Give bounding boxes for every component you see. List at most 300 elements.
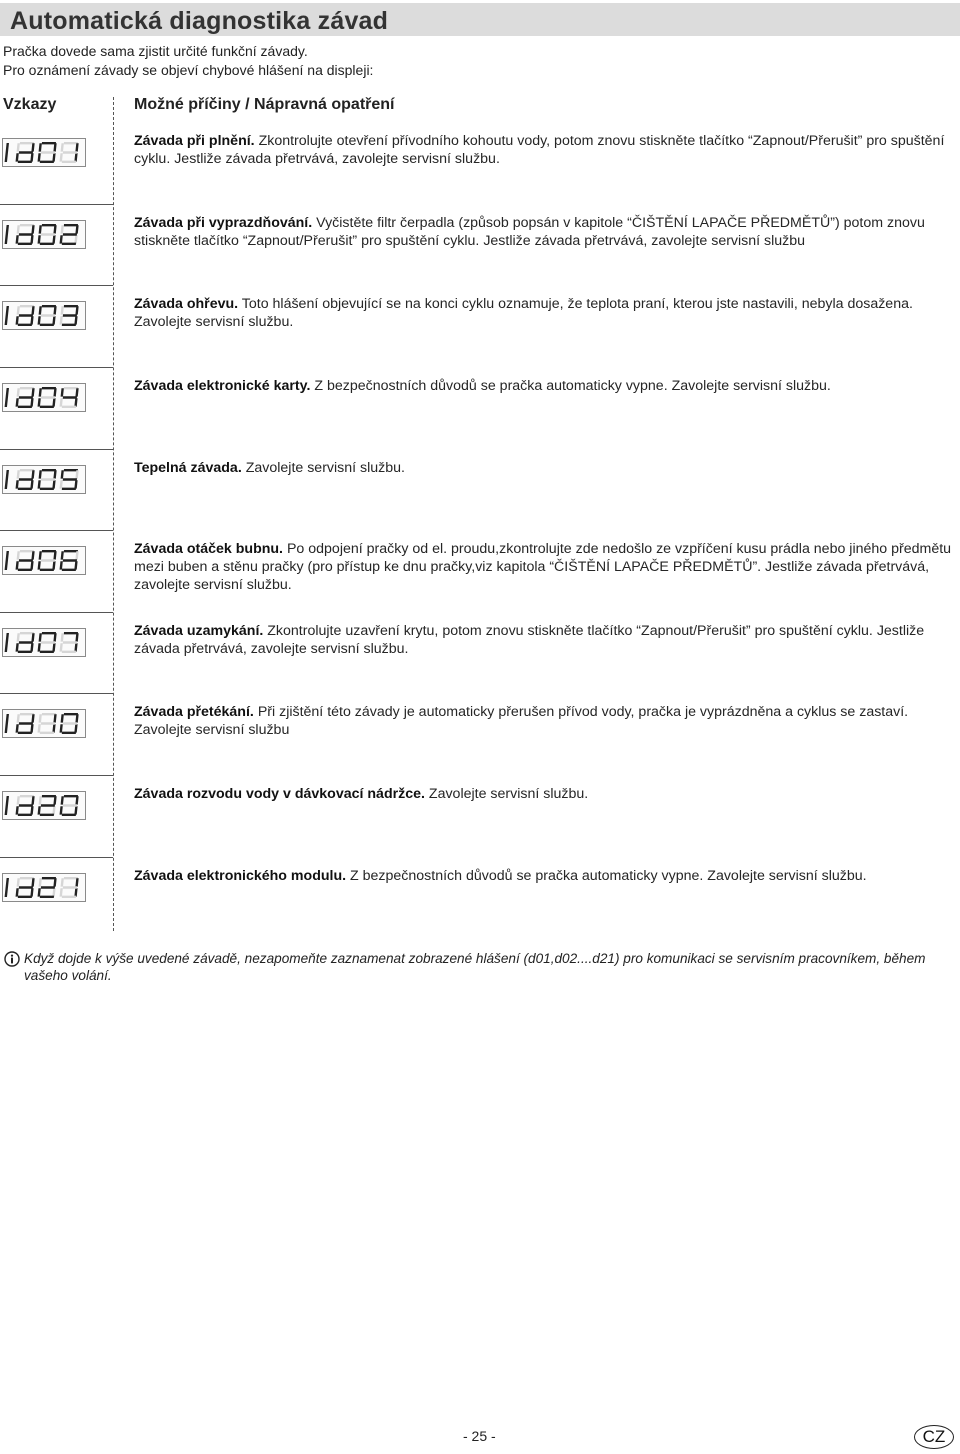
lcd-segment [38,316,41,324]
lcd-segment [16,316,19,324]
lcd-segment [52,724,55,732]
lcd-segment [30,561,33,569]
error-code-display [2,465,86,494]
fault-remedy: Zavolejte servisní službu. [424,786,589,802]
lcd-lead-segment [5,878,9,897]
lcd-lead-segment [5,143,9,162]
lcd-segment [62,732,76,734]
lcd-segment [17,878,20,886]
lcd-segment [53,225,56,233]
lcd-segment [63,478,77,480]
lcd-segment [63,804,77,806]
error-code-display [2,383,86,412]
lcd-segment [52,561,55,569]
lcd-segment [52,316,55,324]
lcd-segment [18,161,32,163]
error-code-display [2,709,86,738]
error-code-display [2,546,86,575]
lcd-digit [37,224,56,245]
lcd-segment [19,151,33,153]
lcd-segment [19,314,33,316]
lcd-segment [41,559,55,561]
row-separator [0,530,113,531]
lcd-segment [17,714,20,722]
lcd-segment [30,806,33,814]
error-code-display [2,628,86,657]
lcd-display-graphic [3,629,85,656]
lcd-segment [75,878,78,886]
fault-name: Tepelná závada. [134,460,242,476]
lcd-segment [60,561,63,569]
row-separator [0,449,113,450]
lcd-segment [52,643,55,651]
lcd-segment [60,724,63,732]
lcd-segment [31,143,34,151]
lcd-segment [62,569,76,571]
lcd-segment [53,143,56,151]
fault-remedy: Toto hlášení objevující se na konci cyklu oznamuje, že teplota praní, kterou jste nastavili, nebyla dosažena. Zavolejte servisní službu. [134,296,913,330]
lcd-segment [42,387,56,389]
lcd-segment [63,151,77,153]
lcd-segment [52,153,55,161]
row-separator [0,693,113,694]
lcd-segment [18,814,32,816]
lcd-segment [62,651,76,653]
lcd-segment [53,470,56,478]
lcd-digit [15,305,34,326]
lcd-segment [61,388,64,396]
lcd-segment [18,896,32,898]
lcd-display-graphic [3,139,85,166]
fault-description [134,295,960,331]
lcd-segment [40,324,54,326]
fault-remedy: Po odpojení pračky od el. proudu,zkontrolujte zde nedošlo ze vzpříčení kusu prádla nebo jiného předmětu mezi buben a stěnu pračky (pro přístup ke dnu pračky,viz kapitola “ČIŠTĚNÍ LAPAČE PŘEDMĚTŮ”. Jestliže závada přetrvává, zavolejte servisní službu. [134,541,952,593]
lcd-segment [31,470,34,478]
lcd-segment [39,551,42,559]
lcd-digit [15,142,34,163]
lcd-segment [40,488,54,490]
lcd-segment [75,143,78,151]
lcd-segment [61,143,64,151]
lcd-segment [19,559,33,561]
lcd-segment [41,151,55,153]
fault-description [134,540,960,594]
lcd-digit [37,305,56,326]
lcd-segment [74,724,77,732]
lcd-digit [15,224,34,245]
lcd-lead-segment [5,306,9,325]
title-bar [0,3,960,36]
error-code-display [2,220,86,249]
lcd-segment [39,470,42,478]
lcd-segment [61,633,64,641]
lcd-segment [19,722,33,724]
fault-name: Závada při vyprazdňování. [134,215,313,231]
intro-line-2: Pro oznámení závady se objeví chybové hlášení na displeji: [3,62,374,78]
lcd-segment [64,877,78,879]
lcd-segment [62,896,76,898]
lcd-segment [39,633,42,641]
lcd-segment [63,722,77,724]
lcd-segment [20,305,34,307]
lcd-digit [37,877,56,898]
fault-name: Závada elektronického modulu. [134,868,347,884]
lcd-segment [74,480,77,488]
lcd-segment [63,559,77,561]
lcd-segment [62,814,76,816]
lcd-segment [53,796,56,804]
lcd-segment [38,888,41,896]
lcd-digit [59,142,78,163]
lcd-segment [74,235,77,243]
lcd-lead-segment [5,388,9,407]
lcd-display-graphic [3,792,85,819]
lcd-segment [62,406,76,408]
lcd-digit [37,469,56,490]
lcd-segment [16,724,19,732]
intro [3,42,373,80]
column-divider [113,97,114,931]
fault-name: Závada ohřevu. [134,296,239,312]
lcd-segment [75,470,78,478]
lcd-segment [42,713,56,715]
fault-name: Závada elektronické karty. [134,378,311,394]
lcd-segment [39,796,42,804]
fault-remedy: Zkontrolujte otevření přívodního kohoutu vody, potom znovu stiskněte tlačítko “Zapnout/Přerušit” pro spuštění cyklu. Jestliže závada přetrvává, zavolejte servisní službu. [134,133,945,167]
lcd-segment [39,878,42,886]
lcd-segment [39,225,42,233]
lcd-segment [17,633,20,641]
lcd-segment [19,641,33,643]
lcd-digit [59,469,78,490]
lcd-segment [38,235,41,243]
lcd-segment [20,469,34,471]
lcd-lead-segment [5,714,9,733]
lcd-segment [41,233,55,235]
fault-description [134,867,960,885]
lcd-segment [64,224,78,226]
lcd-digit [37,632,56,653]
lcd-segment [60,643,63,651]
lcd-segment [18,488,32,490]
lcd-segment [52,888,55,896]
column-header-messages: Vzkazy [3,96,57,113]
fault-name: Závada při plnění. [134,133,255,149]
fault-name: Závada otáček bubnu. [134,541,284,557]
lcd-segment [18,569,32,571]
lcd-segment [74,888,77,896]
lcd-segment [42,142,56,144]
lcd-segment [74,316,77,324]
lcd-segment [40,896,54,898]
lcd-segment [64,713,78,715]
lcd-segment [42,469,56,471]
lcd-segment [75,714,78,722]
lcd-segment [64,469,78,471]
lcd-segment [53,714,56,722]
row-separator [0,612,113,613]
lcd-segment [19,478,33,480]
lcd-digit [15,877,34,898]
lcd-segment [40,161,54,163]
fault-name: Závada přetékání. [134,704,254,720]
lcd-segment [38,398,41,406]
lcd-segment [41,804,55,806]
fault-description [134,377,960,395]
lcd-segment [30,480,33,488]
fault-description [134,622,960,658]
lcd-segment [39,143,42,151]
lcd-segment [74,643,77,651]
lcd-digit [59,795,78,816]
lcd-lead-segment [5,225,9,244]
lcd-segment [31,551,34,559]
lcd-segment [20,877,34,879]
lcd-segment [40,814,54,816]
lcd-digit [15,387,34,408]
lcd-segment [31,633,34,641]
lcd-segment [19,233,33,235]
lcd-segment [18,406,32,408]
lcd-segment [61,306,64,314]
lcd-segment [52,806,55,814]
lcd-segment [75,633,78,641]
lcd-segment [62,243,76,245]
lcd-segment [38,480,41,488]
lcd-digit [59,224,78,245]
lcd-segment [62,488,76,490]
lcd-segment [17,388,20,396]
lcd-segment [41,886,55,888]
lcd-segment [30,888,33,896]
lcd-segment [38,724,41,732]
lcd-segment [42,305,56,307]
lcd-segment [31,714,34,722]
lcd-segment [20,713,34,715]
lcd-segment [74,398,77,406]
lcd-segment [60,888,63,896]
lcd-segment [38,561,41,569]
row-separator [0,775,113,776]
lcd-digit [37,550,56,571]
lcd-segment [62,324,76,326]
lcd-segment [60,235,63,243]
lcd-segment [42,632,56,634]
info-note-text: Když dojde k výše uvedené závadě, nezapomeňte zaznamenat zobrazené hlášení (d01,d02....d21) pro komunikaci se servisním pracovníkem, během vašeho volání. [24,951,926,983]
lcd-digit [59,550,78,571]
fault-remedy: Zkontrolujte uzavření krytu, potom znovu stiskněte tlačítko “Zapnout/Přerušit” pro spuštění cyklu. Jestliže závada přetrvává, zavolejte servisní službu. [134,623,925,657]
lcd-segment [40,651,54,653]
lcd-segment [38,643,41,651]
lcd-digit [37,713,56,734]
lcd-segment [19,396,33,398]
lcd-segment [64,632,78,634]
lcd-digit [37,387,56,408]
lcd-lead-segment [5,551,9,570]
lcd-digit [37,142,56,163]
lcd-segment [41,641,55,643]
fault-remedy: Z bezpečnostních důvodů se pračka automaticky vypne. Zavolejte servisní službu. [310,378,831,394]
fault-description [134,132,960,168]
info-icon [4,951,20,967]
fault-remedy: Vyčistěte filtr čerpadla (způsob popsán v kapitole “ČIŠTĚNÍ LAPAČE PŘEDMĚTŮ”) potom znovu stiskněte tlačítko “Zapnout/Přerušit” pro spuštění cyklu. Jestliže závada přetrvává, zavolejte servisní službu [134,215,925,249]
lcd-segment [52,398,55,406]
lcd-segment [18,651,32,653]
lcd-segment [17,225,20,233]
lcd-segment [20,224,34,226]
lcd-segment [39,306,42,314]
lcd-segment [20,795,34,797]
lcd-segment [18,243,32,245]
page-number: - 25 - [463,1428,496,1444]
lcd-segment [42,550,56,552]
fault-remedy: Při zjištění této závady je automaticky přerušen přívod vody, pračka je vyprázdněna a cyklus se zastaví. Zavolejte servisní službu [134,704,909,738]
lcd-segment [52,235,55,243]
lcd-segment [31,878,34,886]
lcd-segment [61,796,64,804]
lcd-segment [16,480,19,488]
lcd-segment [61,470,64,478]
fault-name: Závada uzamykání. [134,623,264,639]
error-code-display [2,873,86,902]
lcd-segment [60,806,63,814]
lcd-segment [17,143,20,151]
lcd-segment [38,806,41,814]
lcd-segment [17,470,20,478]
lcd-display-graphic [3,874,85,901]
fault-remedy: Z bezpečnostních důvodů se pračka automaticky vypne. Zavolejte servisní službu. [346,868,867,884]
lcd-lead-segment [5,796,9,815]
lcd-segment [30,398,33,406]
lcd-segment [75,796,78,804]
lcd-digit [15,795,34,816]
lcd-segment [17,796,20,804]
lcd-segment [75,388,78,396]
fault-remedy: Zavolejte servisní službu. [241,460,405,476]
lcd-segment [41,396,55,398]
lcd-segment [75,551,78,559]
lcd-digit [59,387,78,408]
lcd-segment [64,387,78,389]
fault-description [134,459,960,477]
lcd-segment [61,878,64,886]
info-note [4,950,960,984]
lcd-segment [64,305,78,307]
lcd-segment [19,886,33,888]
lcd-segment [18,732,32,734]
lcd-lead-segment [5,633,9,652]
fault-name: Závada rozvodu vody v dávkovací nádržce. [134,786,425,802]
lcd-segment [31,225,34,233]
lcd-display-graphic [3,302,85,329]
lcd-segment [41,722,55,724]
error-code-display [2,301,86,330]
lcd-segment [61,714,64,722]
fault-description [134,785,960,803]
lcd-segment [63,233,77,235]
lcd-segment [60,153,63,161]
language-badge: CZ [914,1425,954,1449]
page-title: Automatická diagnostika závad [10,7,389,35]
lcd-segment [30,643,33,651]
lcd-segment [19,804,33,806]
lcd-segment [74,806,77,814]
lcd-segment [17,306,20,314]
lcd-segment [53,551,56,559]
lcd-segment [31,388,34,396]
intro-line-1: Pračka dovede sama zjistit určité funkční závady. [3,43,308,59]
lcd-segment [63,314,77,316]
lcd-segment [63,886,77,888]
lcd-segment [64,142,78,144]
fault-description [134,214,960,250]
lcd-digit [59,877,78,898]
lcd-digit [59,632,78,653]
lcd-segment [30,316,33,324]
row-separator [0,367,113,368]
lcd-digit [15,632,34,653]
lcd-digit [59,713,78,734]
lcd-segment [17,551,20,559]
lcd-digit [15,469,34,490]
lcd-segment [16,806,19,814]
lcd-segment [53,388,56,396]
lcd-segment [63,641,77,643]
lcd-segment [30,724,33,732]
lcd-segment [53,878,56,886]
lcd-segment [53,633,56,641]
lcd-digit [37,795,56,816]
lcd-segment [20,142,34,144]
lcd-segment [31,306,34,314]
lcd-display-graphic [3,710,85,737]
lcd-segment [39,388,42,396]
lcd-segment [30,153,33,161]
lcd-display-graphic [3,547,85,574]
lcd-digit [15,550,34,571]
lcd-segment [42,795,56,797]
lcd-segment [64,550,78,552]
lcd-segment [62,161,76,163]
lcd-digit [59,305,78,326]
lcd-segment [30,235,33,243]
column-header-causes: Možné příčiny / Nápravná opatření [134,96,395,113]
lcd-segment [61,551,64,559]
lcd-segment [16,398,19,406]
row-separator [0,857,113,858]
lcd-segment [16,643,19,651]
lcd-display-graphic [3,466,85,493]
lcd-segment [16,888,19,896]
lcd-segment [16,235,19,243]
lcd-segment [74,561,77,569]
lcd-segment [63,396,77,398]
lcd-digit [15,713,34,734]
lcd-segment [20,387,34,389]
lcd-segment [16,153,19,161]
lcd-segment [75,225,78,233]
lcd-segment [60,316,63,324]
lcd-segment [53,306,56,314]
lcd-segment [64,795,78,797]
lcd-segment [41,478,55,480]
lcd-segment [60,398,63,406]
lcd-segment [18,324,32,326]
lcd-segment [31,796,34,804]
lcd-segment [75,306,78,314]
lcd-segment [20,632,34,634]
lcd-segment [61,225,64,233]
